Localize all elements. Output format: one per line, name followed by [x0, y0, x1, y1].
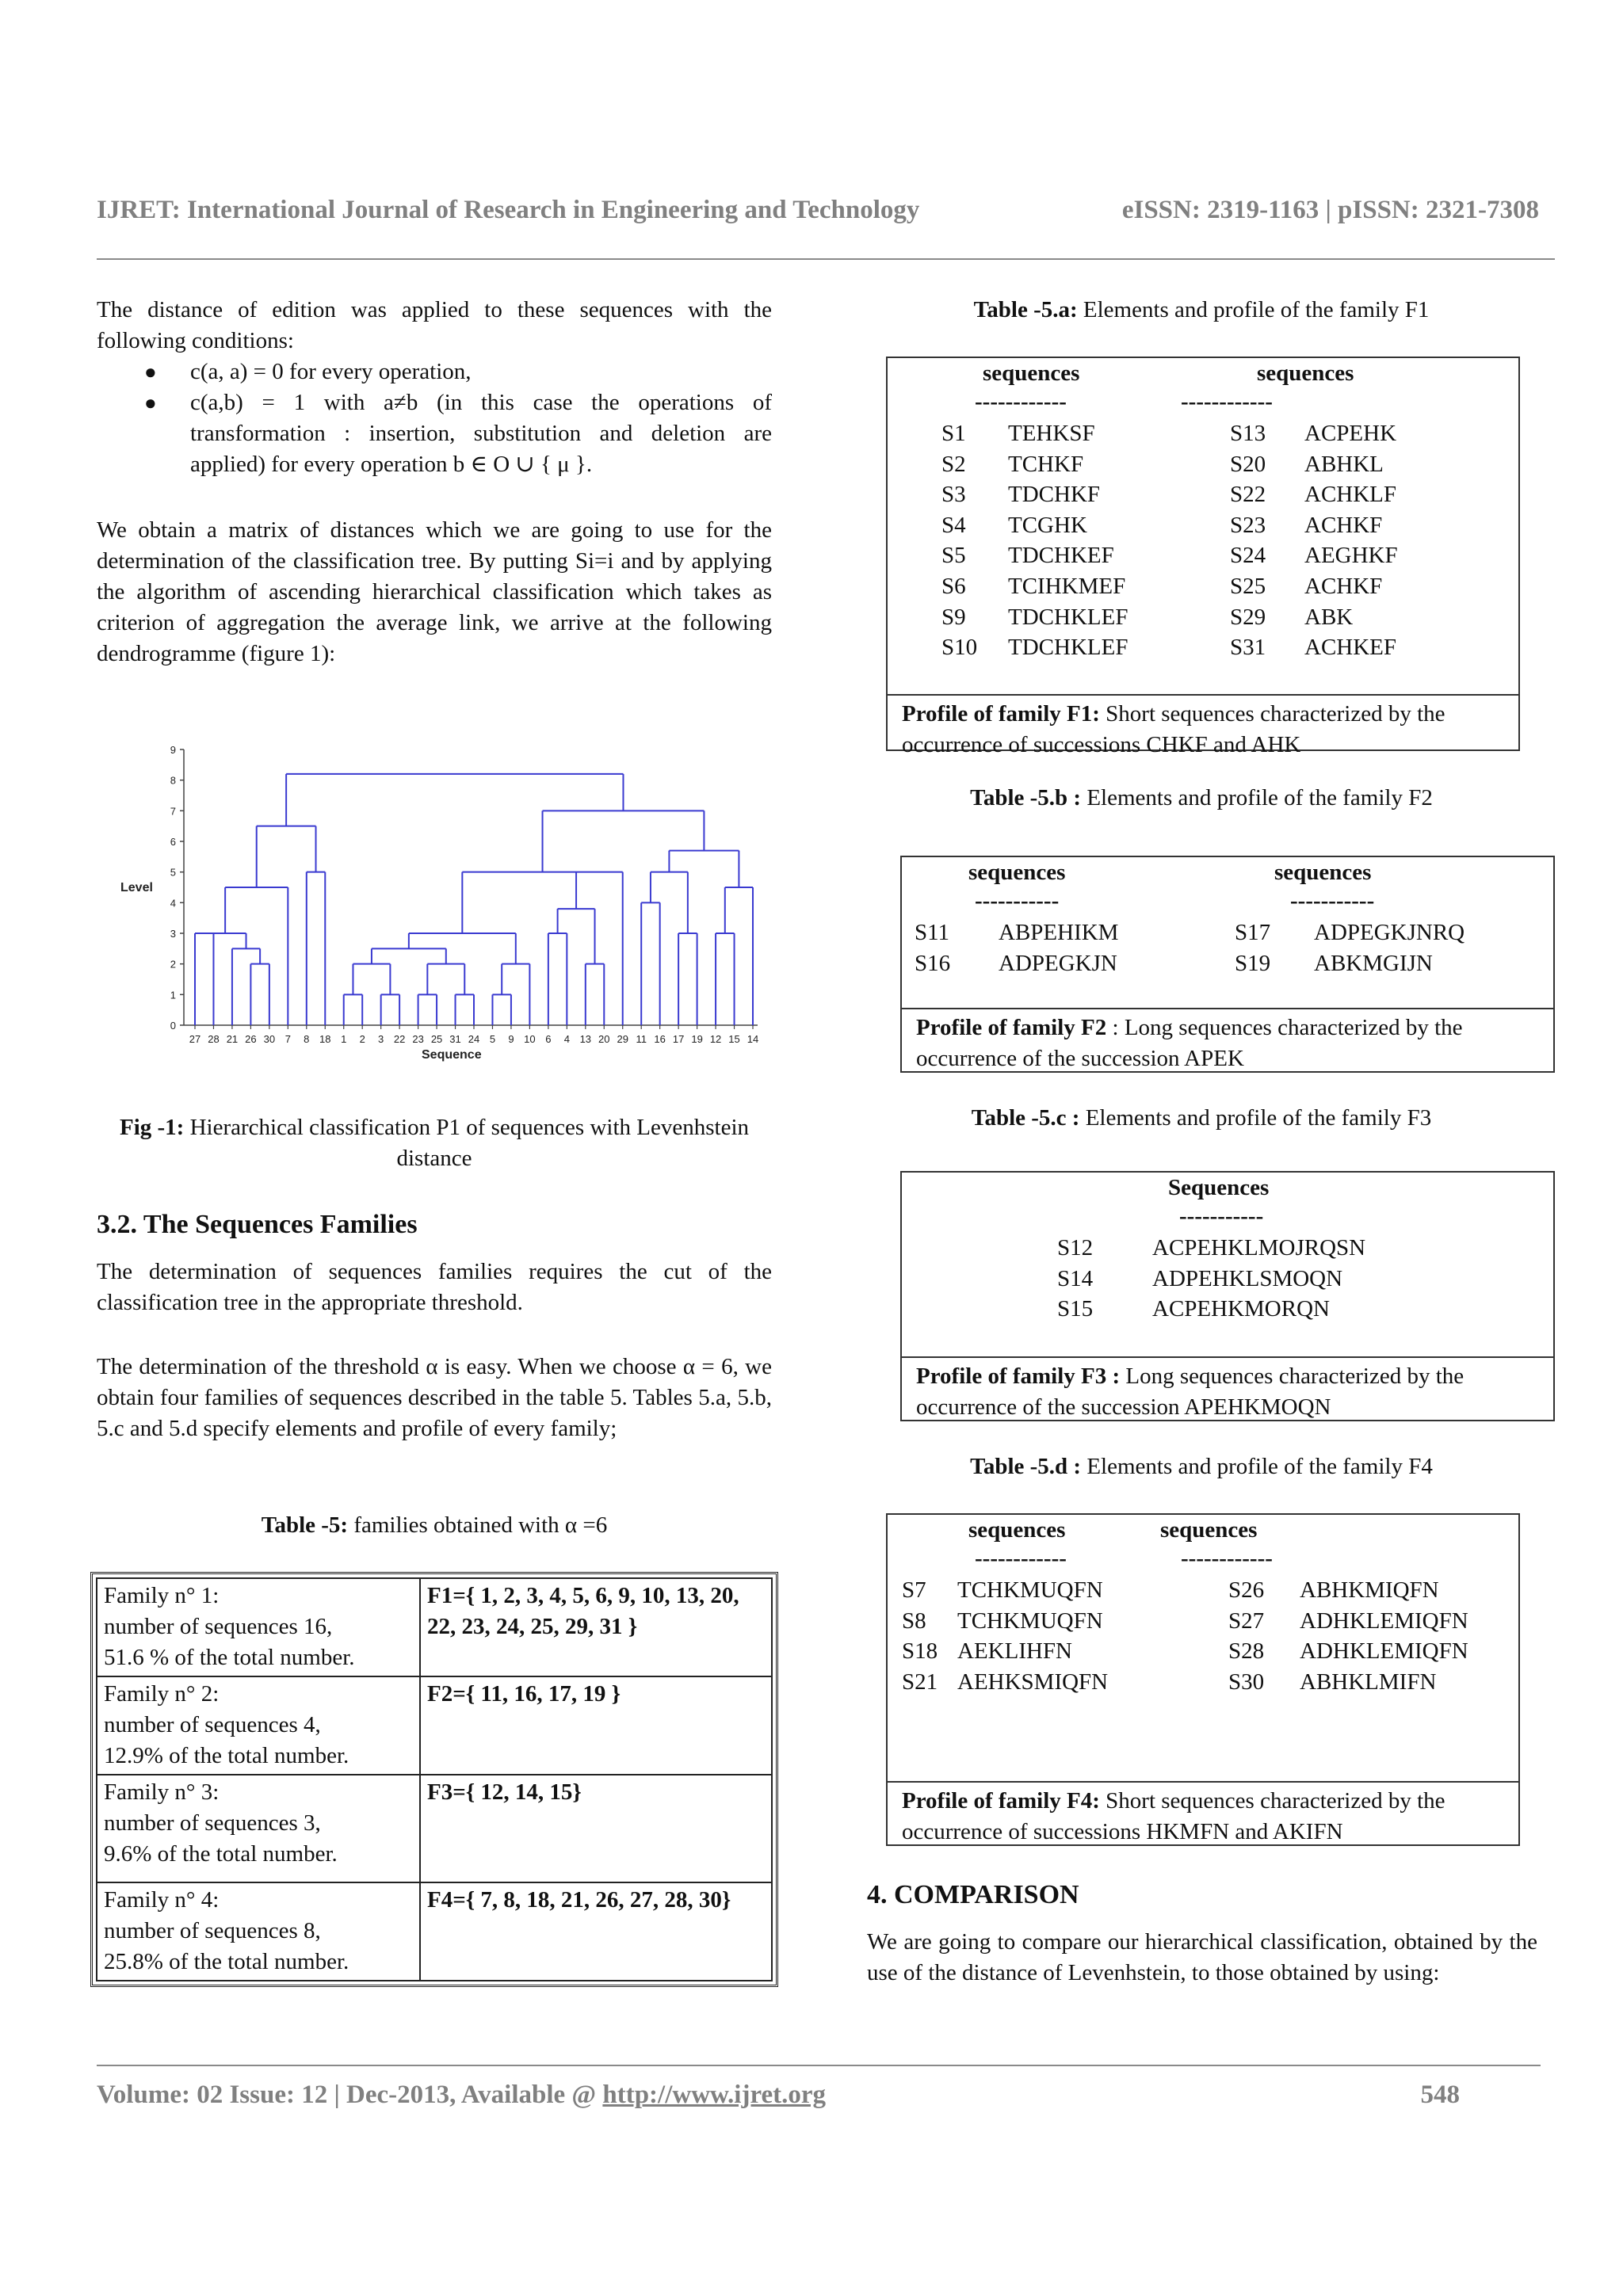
sequence-id: S16 [915, 950, 951, 976]
x-tick-label: 8 [304, 1033, 310, 1045]
x-tick-label: 5 [489, 1033, 496, 1045]
x-tick-label: 6 [545, 1033, 552, 1045]
header-rule [97, 258, 1555, 260]
sequence-id: S6 [941, 574, 966, 599]
sequence-id: S17 [1235, 920, 1271, 945]
list-item: ● c(a, a) = 0 for every operation, [97, 357, 772, 387]
table5a-sequences [888, 358, 1518, 694]
y-tick-label: 5 [170, 866, 176, 879]
table5a [886, 357, 1520, 757]
family-set: F4={ 7, 8, 18, 21, 26, 27, 28, 30} [420, 1882, 772, 1981]
column-header: sequences [983, 360, 1080, 386]
y-tick-label: 1 [170, 989, 176, 1001]
x-tick-label: 4 [563, 1033, 570, 1045]
column-header: sequences [1160, 1517, 1258, 1543]
threshold-paragraph-2: The determination of the threshold α is easy. When we choose α = 6, we obtain four families of sequences described in the table 5. Tables 5.a, 5.b, 5.c and 5.d specify elements and profile of every family; [97, 1354, 772, 1441]
family-description: Family n° 3: number of sequences 3, 9.6% of the total number. [97, 1775, 420, 1882]
sequence-value: TDCHKLEF [1008, 635, 1128, 661]
sequence-id: S18 [902, 1638, 938, 1665]
column-header: sequences [968, 860, 1066, 885]
y-tick-label: 2 [170, 958, 176, 971]
dendrogram-ticks [170, 744, 758, 1045]
sequence-value: TDCHKLEF [1008, 604, 1128, 630]
dendrogram-links [195, 774, 753, 1025]
table5d [886, 1513, 1520, 1846]
x-tick-label: 3 [378, 1033, 384, 1045]
table5-caption: Table -5: families obtained with α =6 [261, 1512, 608, 1538]
y-tick-label: 7 [170, 805, 176, 818]
x-tick-label: 22 [393, 1033, 406, 1045]
sequence-value: ABHKLMIFN [1300, 1669, 1437, 1695]
table-row [97, 1578, 772, 1676]
sequence-value: ACPEHK [1304, 421, 1397, 446]
sequence-value: ACPEHKLMOJRQSN [1152, 1235, 1366, 1261]
x-tick-label: 31 [449, 1033, 461, 1045]
sequence-id: S13 [1230, 421, 1266, 446]
sequence-value: ADPEGKJNRQ [1314, 920, 1465, 945]
x-axis-label: Sequence [422, 1048, 482, 1062]
comparison-title: 4. COMPARISON [867, 1880, 1079, 1909]
y-tick-label: 9 [170, 744, 176, 756]
conditions-list [97, 357, 772, 480]
x-tick-label: 19 [691, 1033, 703, 1045]
x-tick-label: 27 [189, 1033, 201, 1045]
sequence-id: S2 [941, 451, 966, 477]
table-row [97, 1775, 772, 1882]
sequence-value: ACPEHKMORQN [1152, 1296, 1330, 1322]
column-header: sequences [968, 1517, 1066, 1543]
table5b-profile: Profile of family F2 : Long sequences characterized by the occurrence of the succession APEK [902, 1008, 1553, 1077]
sequence-value: ADHKLEMIQFN [1300, 1638, 1468, 1665]
sequence-id: S23 [1230, 512, 1266, 538]
sequence-value: ACHKEF [1304, 635, 1397, 661]
sequence-id: S9 [941, 604, 966, 630]
sequence-id: S8 [902, 1608, 926, 1634]
matrix-paragraph: We obtain a matrix of distances which we are going to use for the determination of the classification tree. By putting Si=i and by applying the algorithm of ascending hierarchical classification which takes as criterion of aggregation the average link, we arrive at the following dendrogramme (figure 1): [97, 517, 772, 666]
page-number: 548 [1420, 2081, 1460, 2109]
sequence-id: S29 [1230, 604, 1266, 630]
family-set: F2={ 11, 16, 17, 19 } [420, 1676, 772, 1775]
table5c-profile: Profile of family F3 : Long sequences characterized by the occurrence of the succession APEHKMOQN [902, 1356, 1553, 1426]
sequence-id: S14 [1057, 1265, 1094, 1291]
sequence-id: S19 [1235, 950, 1271, 976]
table5d-caption: Table -5.d : Elements and profile of the family F4 [970, 1454, 1433, 1479]
issn: eISSN: 2319-1163 | pISSN: 2321-7308 [1121, 196, 1539, 224]
sequence-id: S4 [941, 512, 966, 538]
x-tick-label: 7 [285, 1033, 291, 1045]
sequence-id: S12 [1057, 1235, 1094, 1261]
figure-caption: Fig -1: Hierarchical classification P1 of sequences with Levenhstein distance [119, 1115, 749, 1171]
table5d-sequences [888, 1515, 1518, 1781]
running-footer: Volume: 02 Issue: 12 | Dec-2013, Available @ http://www.ijret.org 548 [97, 2081, 1460, 2109]
x-tick-label: 2 [359, 1033, 365, 1045]
sequence-id: S15 [1057, 1296, 1094, 1322]
y-tick-label: 8 [170, 774, 176, 787]
table5b [900, 856, 1555, 1073]
sequence-id: S11 [915, 920, 950, 945]
journal-title: IJRET: International Journal of Research in Engineering and Technology [97, 196, 920, 224]
sequence-value: ABK [1304, 604, 1354, 630]
sequence-value: TCGHK [1008, 512, 1087, 538]
sequence-value: ADHKLEMIQFN [1300, 1608, 1468, 1634]
table5a-caption: Table -5.a: Elements and profile of the family F1 [973, 297, 1430, 322]
header-rule-text: ------------ [975, 389, 1067, 414]
family-set: F3={ 12, 14, 15} [420, 1775, 772, 1882]
x-tick-label: 9 [508, 1033, 514, 1045]
sequence-id: S22 [1230, 482, 1266, 508]
sequence-id: S27 [1228, 1608, 1265, 1634]
threshold-paragraph-1: The determination of sequences families requires the cut of the classification tree in the appropriate threshold. [97, 1259, 772, 1315]
table-row [97, 1676, 772, 1775]
sequence-value: TCHKF [1008, 451, 1084, 477]
running-header [97, 195, 1539, 226]
x-tick-label: 25 [430, 1033, 443, 1045]
sequence-value: ADPEHKLSMOQN [1152, 1265, 1343, 1291]
x-tick-label: 18 [319, 1033, 331, 1045]
header-rule-text: ------------ [1181, 389, 1273, 414]
y-tick-label: 4 [170, 897, 176, 910]
sequence-value: TCHKMUQFN [957, 1608, 1103, 1634]
sequence-id: S25 [1230, 574, 1266, 599]
sequence-value: ADPEGKJN [999, 950, 1117, 976]
header-rule-text: ----------- [1179, 1203, 1264, 1229]
sequence-id: S3 [941, 482, 966, 508]
sequence-value: TCIHKMEF [1008, 574, 1126, 599]
family-description: Family n° 4: number of sequences 8, 25.8% of the total number. [97, 1882, 420, 1981]
sequence-value: AEGHKF [1304, 543, 1398, 569]
journal-link[interactable]: http://www.ijret.org [602, 2081, 827, 2109]
y-tick-label: 0 [170, 1020, 176, 1032]
header-rule-text: ----------- [1290, 888, 1375, 913]
sequence-id: S30 [1228, 1669, 1265, 1695]
sequence-id: S31 [1230, 635, 1266, 661]
header-rule-text: ----------- [975, 888, 1060, 913]
x-tick-label: 1 [341, 1033, 347, 1045]
x-tick-label: 30 [263, 1033, 276, 1045]
family-set: F1={ 1, 2, 3, 4, 5, 6, 9, 10, 13, 20, 22, 23, 24, 25, 29, 31 } [420, 1578, 772, 1676]
y-axis-label: Level [120, 881, 153, 894]
table-row [97, 1882, 772, 1981]
family-description: Family n° 1: number of sequences 16, 51.6 % of the total number. [97, 1578, 420, 1676]
x-tick-label: 29 [617, 1033, 628, 1045]
sequence-id: S10 [941, 635, 978, 661]
x-tick-label: 16 [654, 1033, 666, 1045]
sequence-id: S5 [941, 543, 966, 569]
table5c [900, 1171, 1555, 1421]
bullet-icon: ● [144, 391, 157, 414]
family-description: Family n° 2: number of sequences 4, 12.9% of the total number. [97, 1676, 420, 1775]
sequence-id: S26 [1228, 1577, 1265, 1603]
y-tick-label: 6 [170, 836, 176, 848]
table5a-profile: Profile of family F1: Short sequences characterized by the occurrence of successions CHKF and AHK [888, 694, 1518, 764]
sequence-value: ACHKF [1304, 574, 1383, 599]
table5b-sequences [902, 857, 1553, 1008]
header-rule-text: ------------ [1181, 1546, 1273, 1571]
table5c-caption: Table -5.c : Elements and profile of the family F3 [971, 1105, 1432, 1131]
y-tick-label: 3 [170, 928, 176, 940]
x-tick-label: 28 [208, 1033, 220, 1045]
x-tick-label: 11 [636, 1033, 647, 1045]
column-header: Sequences [1168, 1175, 1270, 1200]
footer-rule [97, 2065, 1541, 2066]
x-tick-label: 17 [672, 1033, 685, 1045]
sequence-id: S28 [1228, 1638, 1265, 1665]
x-tick-label: 10 [524, 1033, 536, 1045]
section-title: 3.2. The Sequences Families [97, 1210, 418, 1239]
x-tick-label: 20 [598, 1033, 610, 1045]
table5d-profile: Profile of family F4: Short sequences characterized by the occurrence of successions HKMFN and AKIFN [888, 1781, 1518, 1851]
x-tick-label: 23 [412, 1033, 424, 1045]
column-header: sequences [1274, 860, 1372, 885]
sequence-value: ABHKL [1304, 451, 1384, 477]
sequence-value: ABPEHIKM [999, 920, 1119, 945]
sequence-value: ACHKLF [1304, 482, 1397, 508]
header-rule-text: ------------ [975, 1546, 1067, 1571]
sequence-id: S21 [902, 1669, 938, 1695]
intro-paragraph: The distance of edition was applied to these sequences with the following conditions: [97, 297, 772, 353]
families-table [90, 1572, 778, 1987]
x-tick-label: 14 [747, 1033, 759, 1045]
sequence-value: TCHKMUQFN [957, 1577, 1103, 1603]
x-tick-label: 15 [728, 1033, 740, 1045]
sequence-value: ABHKMIQFN [1300, 1577, 1439, 1603]
sequence-id: S7 [902, 1577, 926, 1603]
table5b-caption: Table -5.b : Elements and profile of the family F2 [970, 785, 1433, 810]
x-tick-label: 26 [245, 1033, 257, 1045]
sequence-value: TDCHKF [1008, 482, 1101, 508]
sequence-value: TEHKSF [1008, 421, 1095, 446]
sequence-id: S24 [1230, 543, 1266, 569]
bullet-icon: ● [144, 360, 157, 383]
sequence-value: ABKMGIJN [1314, 950, 1433, 976]
sequence-value: AEKLIHFN [957, 1638, 1072, 1665]
sequence-value: ACHKF [1304, 512, 1383, 538]
list-item: ● c(a,b) = 1 with a≠b (in this case the operations of transformation : insertion, substitution and deletion are applied) for every operation b ∈ O ∪ { μ }. [97, 387, 772, 480]
sequence-value: TDCHKEF [1008, 543, 1114, 569]
x-tick-label: 24 [468, 1033, 480, 1045]
x-tick-label: 12 [709, 1033, 722, 1045]
sequence-id: S1 [941, 421, 966, 446]
comparison-paragraph: We are going to compare our hierarchical classification, obtained by the use of the distance of Levenhstein, to those obtained by using: [867, 1929, 1537, 1985]
dendrogram-figure [111, 737, 769, 1070]
column-header: sequences [1257, 360, 1354, 386]
x-tick-label: 13 [579, 1033, 592, 1045]
sequence-value: AEHKSMIQFN [957, 1669, 1109, 1695]
sequence-id: S20 [1230, 451, 1266, 477]
x-tick-label: 21 [226, 1033, 239, 1045]
table5c-sequences [902, 1173, 1553, 1356]
